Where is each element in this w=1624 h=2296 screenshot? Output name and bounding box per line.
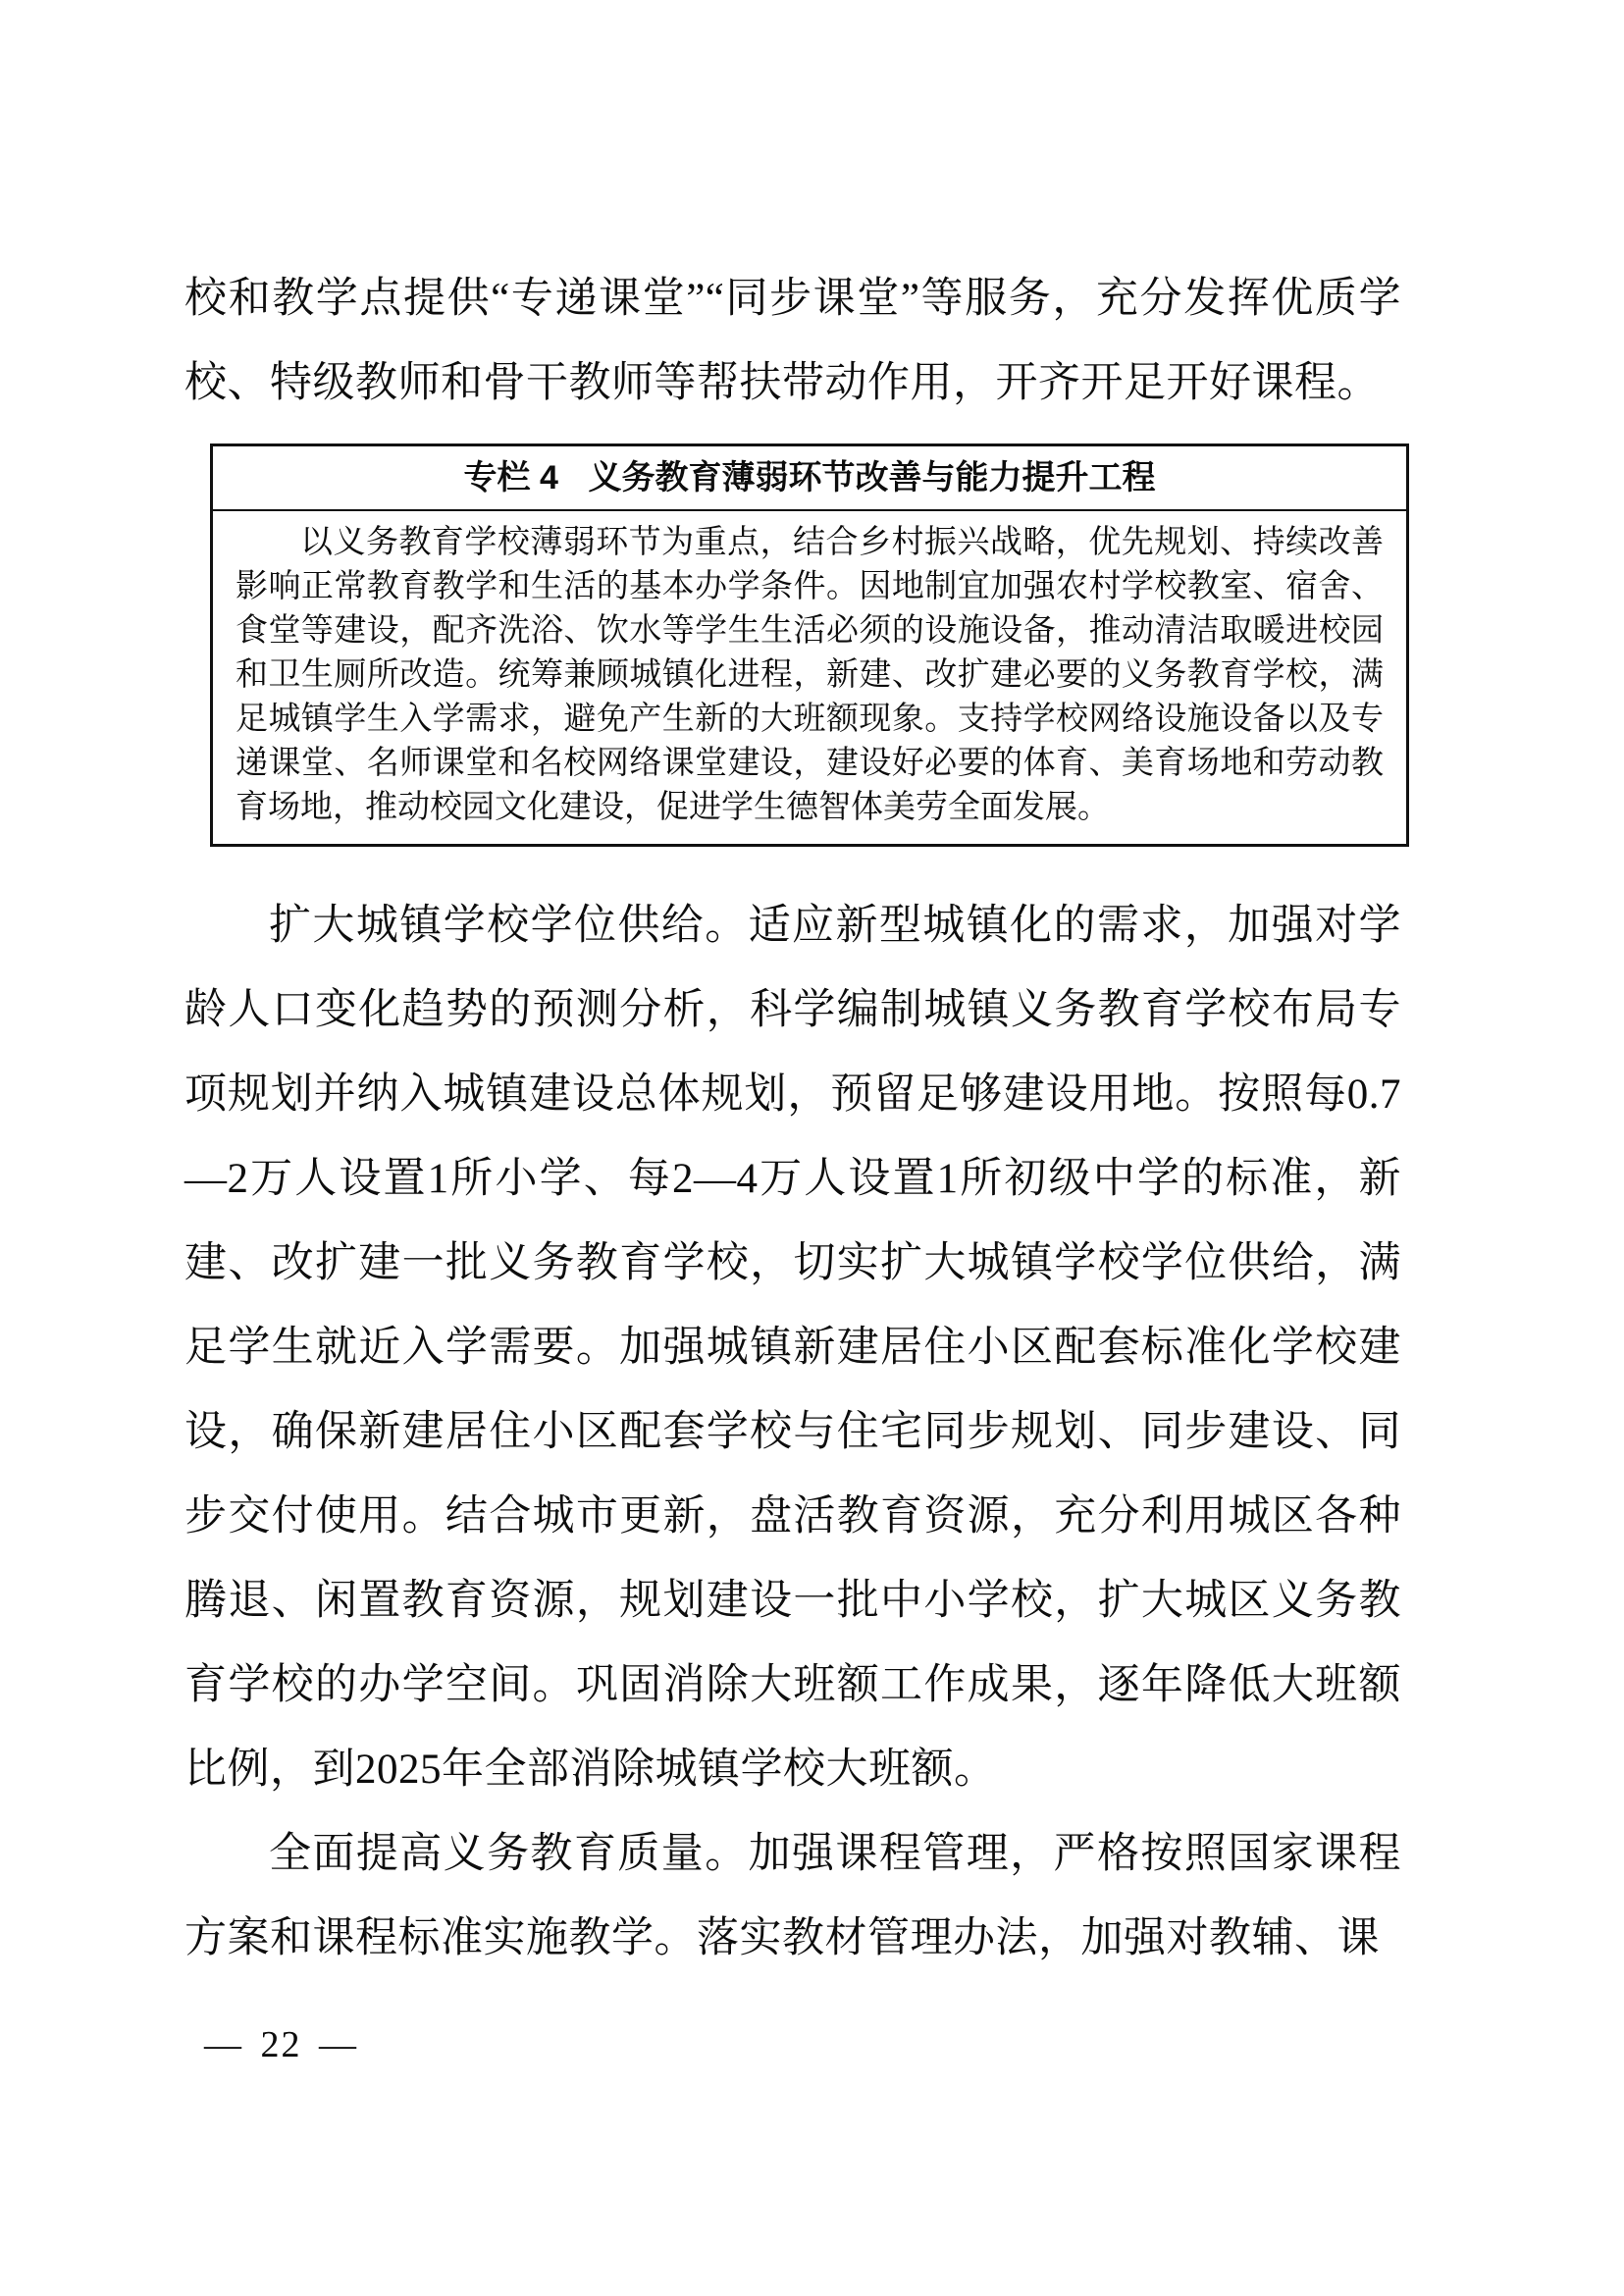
column-box-header (213, 446, 1406, 511)
column-box-body: 以义务教育学校薄弱环节为重点，结合乡村振兴战略，优先规划、持续改善影响正常教育教学和生活的基本办学条件。因地制宜加强农村学校教室、宿舍、食堂等建设，配齐洗浴、饮水等学生生活必须的设施设备，推动清洁取暖进校园和卫生厕所改造。统筹兼顾城镇化进程，新建、改扩建必要的义务教育学校，满足城镇学生入学需求，避免产生新的大班额现象。支持学校网络设施设备以及专递课堂、名师课堂和名校网络课堂建设，建设好必要的体育、美育场地和劳动教育场地，推动校园文化建设，促进学生德智体美劳全面发展。 (236, 525, 1384, 825)
page-number: — 22 — (204, 2024, 358, 2065)
column-box-label: 专栏 4 (463, 459, 558, 496)
paragraph-school-capacity: 扩大城镇学校学位供给。适应新型城镇化的需求，加强对学龄人口变化趋势的预测分析，科学编制城镇义务教育学校布局专项规划并纳入城镇建设总体规划，预留足够建设用地。按照每0.7—2万人设置1所小学、每2—4万人设置1所初级中学的标准，新建、改扩建一批义务教育学校，切实扩大城镇学校学位供给，满足学生就近入学需要。加强城镇新建居住小区配套标准化学校建设，确保新建居住小区配套学校与住宅同步规划、同步建设、同步交付使用。结合城市更新，盘活教育资源，充分利用城区各种腾退、闲置教育资源，规划建设一批中小学校，扩大城区义务教育学校的办学空间。巩固消除大班额工作成果，逐年降低大班额比例，到2025年全部消除城镇学校大班额。 (184, 903, 1401, 1793)
paragraph-education-quality: 全面提高义务教育质量。加强课程管理，严格按照国家课程方案和课程标准实施教学。落实教材管理办法，加强对教辅、课 (184, 1831, 1401, 1961)
column-box-title: 义务教育薄弱环节改善与能力提升工程 (588, 459, 1156, 496)
page-content (184, 257, 1401, 1981)
paragraph-continuation: 校和教学点提供“专递课堂”“同步课堂”等服务，充分发挥优质学校、特级教师和骨干教师等帮扶带动作用，开齐开足开好课程。 (184, 276, 1401, 406)
column-box-4 (210, 444, 1409, 847)
